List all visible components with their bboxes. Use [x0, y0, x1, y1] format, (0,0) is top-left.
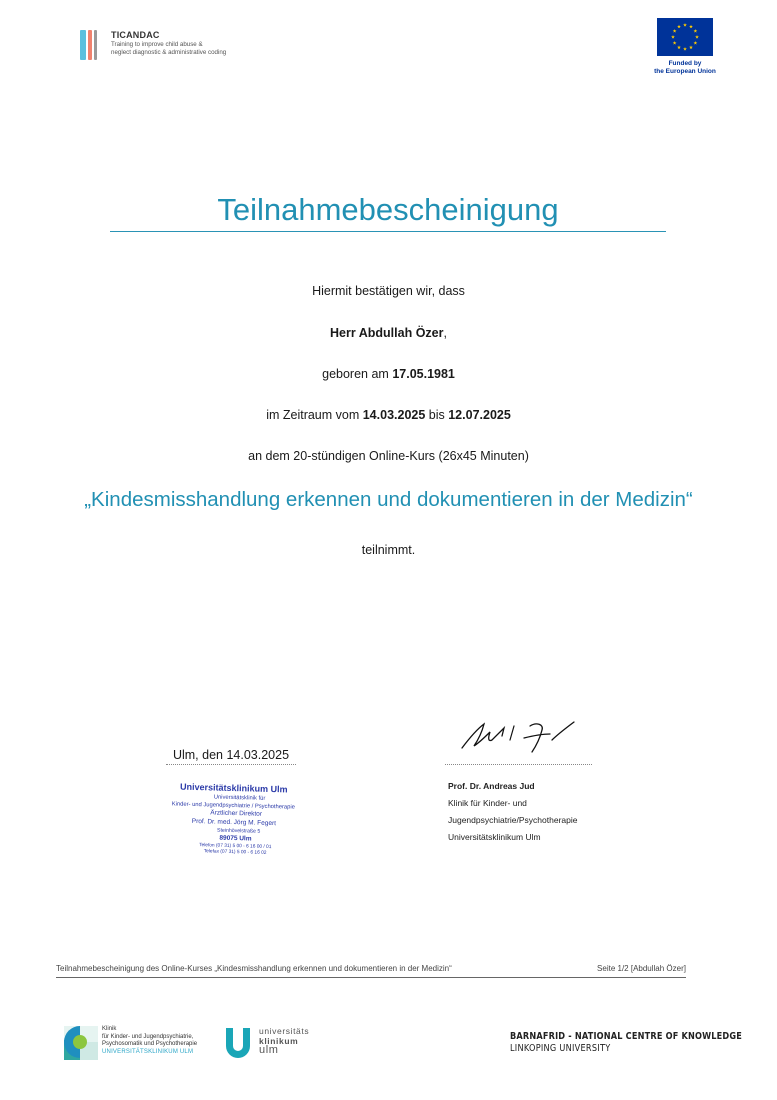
period-mid: bis — [425, 408, 449, 422]
signer-name: Prof. Dr. Andreas Jud — [448, 781, 535, 791]
uulm-line-3: ulm — [259, 1044, 279, 1057]
stamp-line-2: Universitätsklinik für — [213, 794, 266, 802]
participant-name-suffix: , — [443, 326, 447, 340]
eu-star-icon — [677, 25, 681, 29]
stamp-line-9: Telefax (07 31) 5 00 - 6 16 02 — [203, 849, 267, 856]
barnafrid-line-1: BARNAFRID - NATIONAL CENTRE OF KNOWLEDGE — [510, 1031, 743, 1042]
stamp-line-1: Universitätsklinikum Ulm — [179, 781, 288, 795]
eu-star-icon — [673, 41, 677, 45]
signature-rule — [445, 764, 592, 765]
signer-block — [448, 778, 577, 846]
period-prefix: im Zeitraum vom — [266, 408, 363, 422]
birth-date: 17.05.1981 — [392, 367, 455, 381]
footer-rule — [56, 977, 686, 978]
uulm-line-1: universitäts — [259, 1026, 310, 1036]
uniklinik-u-mark — [224, 1028, 252, 1060]
klinik-line-2: für Kinder- und Jugendpsychiatrie, — [102, 1033, 194, 1040]
birth-line — [0, 367, 777, 381]
period-line — [0, 408, 777, 422]
klinik-logo-mark — [64, 1026, 98, 1060]
eu-flag-icon — [657, 18, 713, 56]
participant-line — [0, 326, 777, 340]
certificate-title: Teilnahmebescheinigung — [217, 192, 559, 227]
klinik-line-3: Psychosomatik und Psychotherapie — [102, 1041, 198, 1048]
ticandac-subtitle-2: neglect diagnostic & administrative coding — [111, 48, 227, 56]
eu-star-icon — [689, 45, 693, 49]
stamp-line-8: Telefon (07 31) 5 00 - 6 16 00 / 01 — [199, 842, 272, 850]
eu-funding-logo — [648, 18, 722, 75]
ticandac-logo — [80, 30, 250, 62]
klinik-logo — [64, 1026, 224, 1062]
stamp-line-4: Ärztlicher Direktor — [210, 809, 263, 818]
stamp-line-7: 89075 Ulm — [219, 834, 252, 843]
ticandac-subtitle-1: Training to improve child abuse & — [111, 41, 203, 48]
eu-star-icon — [677, 45, 681, 49]
barnafrid-line-2: LINKÖPING UNIVERSITY — [510, 1043, 611, 1054]
eu-star-icon — [693, 29, 697, 33]
signer-line-3: Jugendpsychiatrie/Psychotherapie — [448, 815, 578, 825]
uulm-line-2: klinikum — [259, 1035, 299, 1046]
intro-text: Hiermit bestätigen wir, dass — [312, 284, 465, 298]
footer-left: Teilnahmebescheinigung des Online-Kurses „Kindesmisshandlung erkennen und dokumentieren in der Medizin“ — [56, 964, 452, 973]
klinik-line-1: Klinik — [102, 1026, 117, 1032]
start-date: 14.03.2025 — [362, 408, 426, 422]
barnafrid-logo — [510, 1031, 777, 1054]
eu-star-icon — [693, 41, 697, 45]
end-date: 12.07.2025 — [448, 408, 511, 422]
stamp-line-3: Kinder- und Jugendpsychiatrie / Psychotherapie — [171, 801, 295, 811]
eu-star-icon — [695, 35, 699, 39]
signer-line-2: Klinik für Kinder- und — [448, 798, 527, 808]
ticandac-title: TICANDAC — [111, 30, 160, 40]
eu-caption-1: Funded by — [668, 60, 702, 67]
place-date-rule — [166, 764, 296, 765]
course-intro: an dem 20-stündigen Online-Kurs (26x45 Minuten) — [248, 449, 529, 463]
place-date: Ulm, den 14.03.2025 — [172, 748, 290, 762]
participant-name: Herr Abdullah Özer — [330, 326, 444, 340]
birth-prefix: geboren am — [322, 367, 393, 381]
handwritten-signature — [458, 718, 582, 756]
eu-star-icon — [673, 29, 677, 33]
course-title: „Kindesmisshandlung erkennen und dokumentieren in der Medizin“ — [84, 488, 693, 511]
eu-star-icon — [671, 35, 675, 39]
eu-caption-2: the European Union — [654, 67, 716, 75]
closing-text: teilnimmt. — [361, 543, 416, 557]
stamp-line-6: Steinhövelstraße 5 — [216, 827, 261, 835]
klinik-line-4: UNIVERSITÄTSKLINIKUM ULM — [102, 1048, 194, 1055]
ticandac-logo-mark — [80, 30, 104, 60]
uniklinik-ulm-logo — [224, 1026, 334, 1062]
title-underline — [110, 231, 666, 232]
signer-line-4: Universitätsklinikum Ulm — [448, 832, 541, 842]
eu-star-icon — [689, 25, 693, 29]
footer-page-number: Seite 1/2 [Abdullah Özer] — [597, 964, 686, 973]
institution-stamp — [167, 780, 299, 858]
stamp-line-5: Prof. Dr. med. Jörg M. Fegert — [191, 817, 277, 827]
eu-star-icon — [683, 23, 687, 27]
eu-star-icon — [683, 47, 687, 51]
